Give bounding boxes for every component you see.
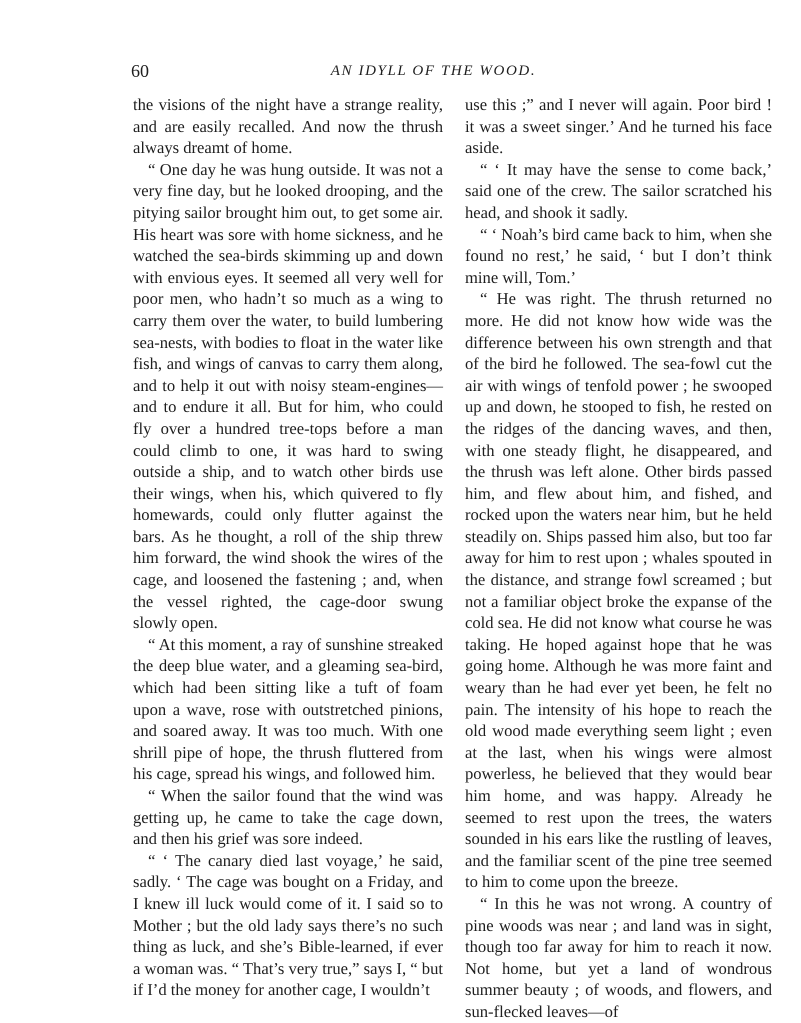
paragraph: “ He was right. The thrush returned no more. He did not know how wide was the difference between his own strength and that of the bird he followed. The sea-fowl cut the air with wings of tenfold power ; he swooped up and down, he stooped to fish, he rested on the ridges of the dancing waves, and then, with one steady flight, he disappeared, and the thrush was left alone. Other birds passed him, and flew about him, and fished, and rocked upon the waters near him, but he held steadily on. Ships passed him also, but too far away for him to rest upon ; whales spouted in the distance, and strange fowl screamed ; but not a familiar object broke the expanse of the cold sea. He did not know what course he was taking. He hoped against hope that he was going home. Although he was more faint and weary than he had ever yet been, he felt no pain. The intensity of his hope to reach the old wood made everything seem light ; even at the last, when his wings were almost powerless, he believed that they would bear him home, and was happy. Already he seemed to rest upon the trees, the waters sounded in his ears like the rustling of leaves, and the familiar scent of the pine tree seemed to him to come upon the breeze. (465, 289, 772, 892)
paragraph: “ ‘ The canary died last voyage,’ he said, sadly. ‘ The cage was bought on a Friday, and I knew ill luck would come of it. I said so to Mother ; but the old lady says there’s no such thing as luck, and she’s Bible-learned, if ever a woman was. “ That’s very true,” says I, “ but if I’d the money for another cage, I wouldn’t (133, 850, 443, 1000)
paragraph: “ ‘ It may have the sense to come back,’ said one of the crew. The sailor scratched his head, and shook it sadly. (465, 159, 772, 222)
paragraph: “ When the sailor found that the wind was getting up, he came to take the cage down, and then his grief was sore indeed. (133, 786, 443, 849)
left-column (133, 94, 443, 1001)
paragraph: “ In this he was not wrong. A country of pine woods was near ; and land was in sight, though too far away for him to reach it now. Not home, but yet a land of wondrous summer beauty ; of woods, and flowers, and sun-flecked leaves—of (465, 893, 772, 1021)
paragraph: “ At this moment, a ray of sunshine streaked the deep blue water, and a gleaming sea-bird, which had been sitting like a tuft of foam upon a wave, rose with outstretched pinions, and soared away. It was too much. With one shrill pipe of hope, the thrush fluttered from his cage, spread his wings, and followed him. (133, 634, 443, 784)
paragraph: “ ‘ Noah’s bird came back to him, when she found no rest,’ he said, ‘ but I don’t think mine will, Tom.’ (465, 224, 772, 287)
paragraph: the visions of the night have a strange reality, and are easily recalled. And now the thrush always dreamt of home. (133, 95, 443, 158)
paragraph: “ One day he was hung outside. It was not a very fine day, but he looked drooping, and the pitying sailor brought him out, to get some air. His heart was sore with home sickness, and he watched the sea-birds skimming up and down with envious eyes. It seemed all very well for poor men, who hadn’t so much as a wing to carry them over the water, to build lumbering sea-nests, with bodies to float in the water like fish, and wings of canvas to carry them along, and to help it out with noisy steam-engines—and to endure it all. But for him, who could fly over a hundred tree-tops before a man could climb to one, it was hard to swing outside a ship, and to watch other birds use their wings, when his, which quivered to fly homewards, could only flutter against the bars. As he thought, a roll of the ship threw him forward, the wind shook the wires of the cage, and loosened the fastening ; and, when the vessel righted, the cage-door swung slowly open. (133, 159, 443, 633)
running-head: AN IDYLL OF THE WOOD. (330, 63, 537, 79)
right-column (465, 94, 772, 1023)
page-number: 60 (131, 61, 149, 81)
paragraph: use this ;” and I never will again. Poor bird ! it was a sweet singer.’ And he turned his face aside. (465, 95, 772, 158)
